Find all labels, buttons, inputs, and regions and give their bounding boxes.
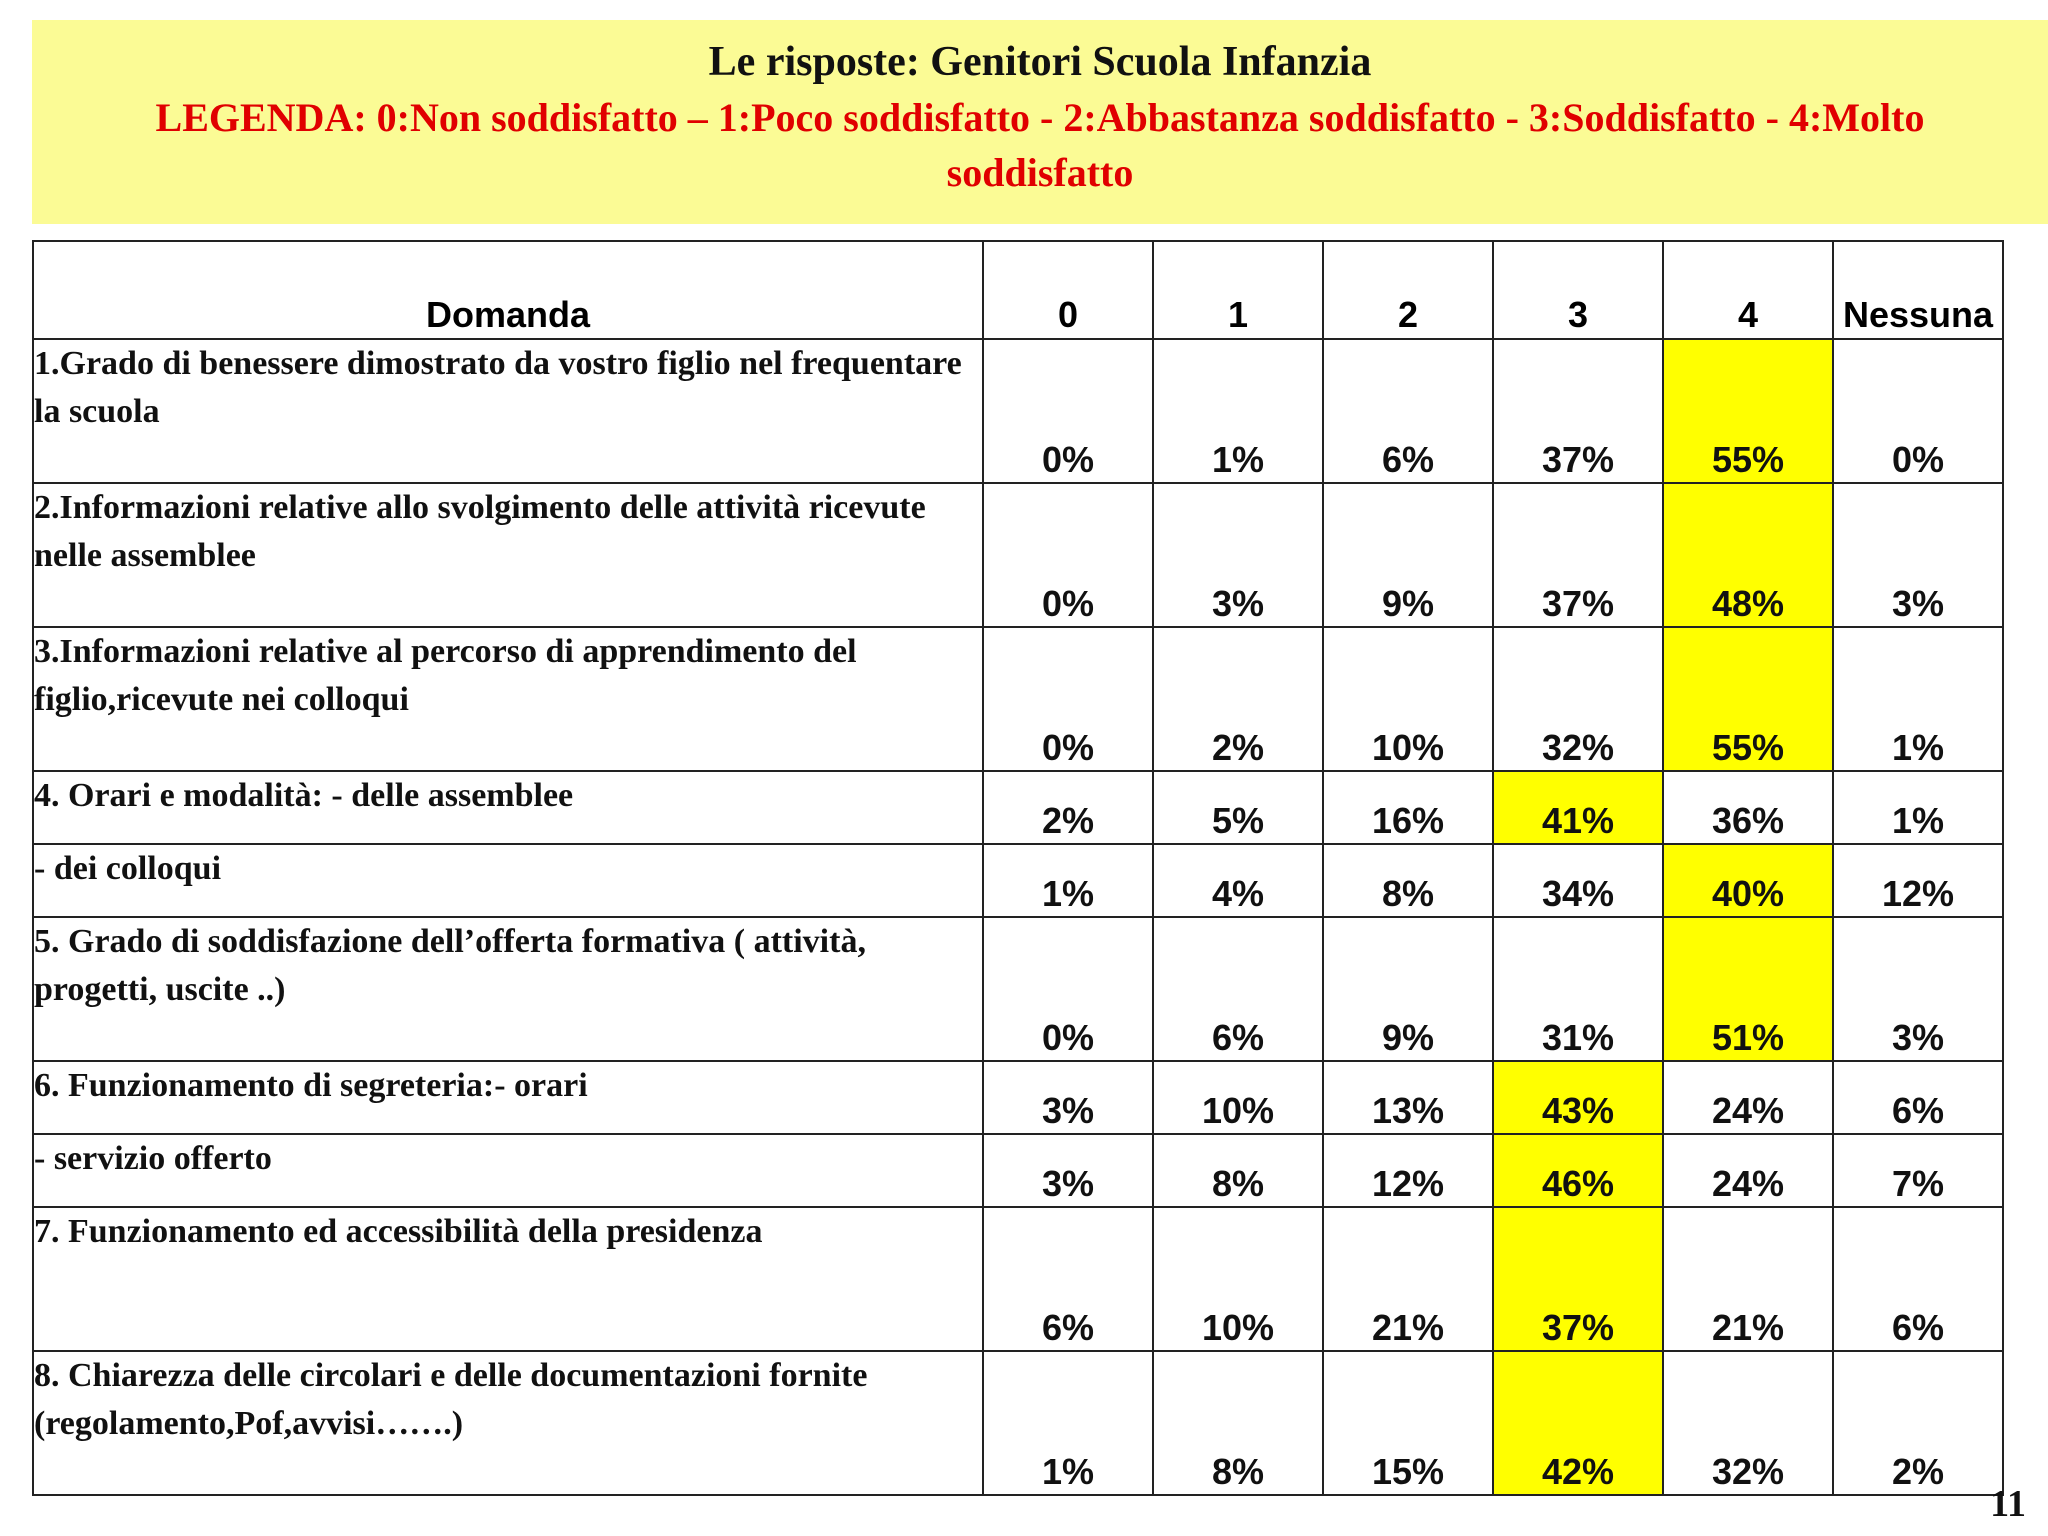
value-cell: 9% [1323,917,1493,1061]
value-cell: 15% [1323,1351,1493,1495]
value-cell: 1% [983,844,1153,917]
legend-text: LEGENDA: 0:Non soddisfatto – 1:Poco soddisfatto - 2:Abbastanza soddisfatto - 3:Soddisfatto - 4:Molto soddisfatto [155,95,1925,195]
value-cell: 10% [1153,1207,1323,1351]
value-cell: 46% [1493,1134,1663,1207]
value-cell: 6% [1833,1207,2003,1351]
value-cell: 40% [1663,844,1833,917]
value-cell: 55% [1663,627,1833,771]
question-cell: 3.Informazioni relative al percorso di apprendimento del figlio,ricevute nei colloqui [33,627,983,771]
question-cell: 6. Funzionamento di segreteria:- orari [33,1061,983,1134]
value-cell: 8% [1323,844,1493,917]
value-cell: 21% [1663,1207,1833,1351]
value-cell: 24% [1663,1061,1833,1134]
col-header-0: 0 [983,241,1153,339]
value-cell: 7% [1833,1134,2003,1207]
question-cell: 1.Grado di benessere dimostrato da vostro figlio nel frequentare la scuola [33,339,983,483]
value-cell: 37% [1493,339,1663,483]
question-cell: 2.Informazioni relative allo svolgimento delle attività ricevute nelle assemblee [33,483,983,627]
value-cell: 31% [1493,917,1663,1061]
col-header-nessuna: Nessuna [1833,241,2003,339]
survey-table [32,240,2004,1496]
table-row [33,339,2003,483]
value-cell: 5% [1153,771,1323,844]
value-cell: 2% [1833,1351,2003,1495]
value-cell: 4% [1153,844,1323,917]
table-row [33,771,2003,844]
question-cell: - dei colloqui [33,844,983,917]
value-cell: 37% [1493,1207,1663,1351]
value-cell: 9% [1323,483,1493,627]
page-title: Le risposte: Genitori Scuola Infanzia [708,39,1372,85]
header-banner [32,20,2048,224]
value-cell: 3% [983,1134,1153,1207]
table-row [33,483,2003,627]
value-cell: 1% [1153,339,1323,483]
table-row [33,844,2003,917]
value-cell: 3% [983,1061,1153,1134]
table-row [33,917,2003,1061]
col-header-1: 1 [1153,241,1323,339]
value-cell: 24% [1663,1134,1833,1207]
question-cell: 7. Funzionamento ed accessibilità della presidenza [33,1207,983,1351]
question-cell: - servizio offerto [33,1134,983,1207]
value-cell: 55% [1663,339,1833,483]
table-row [33,1207,2003,1351]
value-cell: 43% [1493,1061,1663,1134]
col-header-3: 3 [1493,241,1663,339]
question-cell: 5. Grado di soddisfazione dell’offerta formativa ( attività, progetti, uscite ..) [33,917,983,1061]
value-cell: 32% [1663,1351,1833,1495]
value-cell: 3% [1833,483,2003,627]
value-cell: 1% [1833,771,2003,844]
value-cell: 36% [1663,771,1833,844]
value-cell: 0% [1833,339,2003,483]
value-cell: 1% [983,1351,1153,1495]
value-cell: 0% [983,627,1153,771]
value-cell: 8% [1153,1351,1323,1495]
col-header-2: 2 [1323,241,1493,339]
value-cell: 48% [1663,483,1833,627]
value-cell: 0% [983,339,1153,483]
value-cell: 3% [1833,917,2003,1061]
value-cell: 10% [1153,1061,1323,1134]
value-cell: 0% [983,917,1153,1061]
value-cell: 3% [1153,483,1323,627]
table-row [33,1061,2003,1134]
value-cell: 1% [1833,627,2003,771]
value-cell: 6% [1323,339,1493,483]
col-header-4: 4 [1663,241,1833,339]
value-cell: 12% [1833,844,2003,917]
value-cell: 12% [1323,1134,1493,1207]
value-cell: 8% [1153,1134,1323,1207]
question-cell: 4. Orari e modalità: - delle assemblee [33,771,983,844]
table-row [33,1351,2003,1495]
question-cell: 8. Chiarezza delle circolari e delle documentazioni fornite (regolamento,Pof,avvisi…….) [33,1351,983,1495]
value-cell: 37% [1493,483,1663,627]
value-cell: 13% [1323,1061,1493,1134]
col-header-domanda: Domanda [33,241,983,339]
value-cell: 6% [1153,917,1323,1061]
value-cell: 32% [1493,627,1663,771]
value-cell: 41% [1493,771,1663,844]
value-cell: 42% [1493,1351,1663,1495]
table-row [33,627,2003,771]
value-cell: 0% [983,483,1153,627]
value-cell: 6% [1833,1061,2003,1134]
value-cell: 10% [1323,627,1493,771]
value-cell: 6% [983,1207,1153,1351]
value-cell: 2% [1153,627,1323,771]
value-cell: 34% [1493,844,1663,917]
value-cell: 16% [1323,771,1493,844]
value-cell: 21% [1323,1207,1493,1351]
value-cell: 51% [1663,917,1833,1061]
table-row [33,1134,2003,1207]
page-number: 11 [1990,1483,2026,1525]
value-cell: 2% [983,771,1153,844]
table-header-row [33,241,2003,339]
